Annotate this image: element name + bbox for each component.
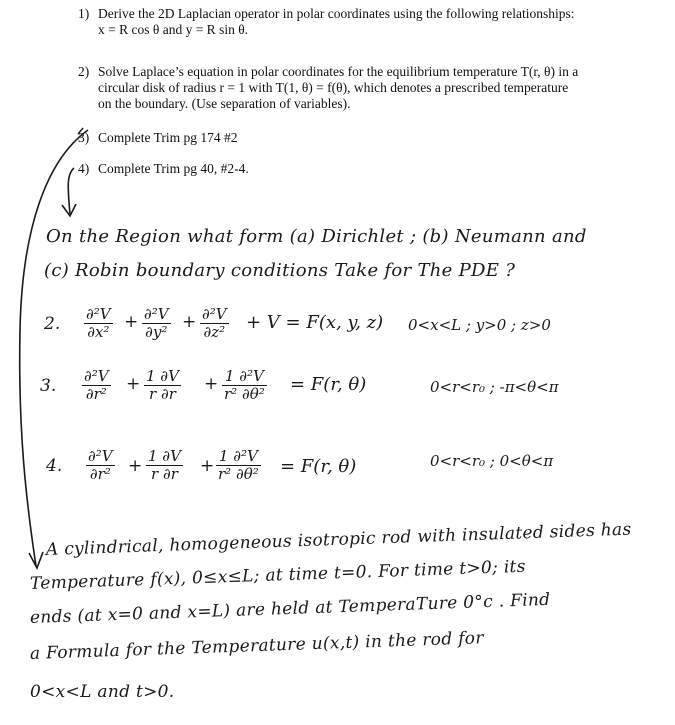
question-line: x = R cos θ and y = R sin θ. — [98, 22, 249, 37]
handwritten-problem-line: a Formula for the Temperature u(x,t) in the rod for — [29, 628, 485, 664]
question-line: circular disk of radius r = 1 with T(1, θ) = f(θ), which denotes a prescribed temperature — [98, 80, 569, 95]
question-number: 4) — [78, 161, 90, 176]
numerator: ∂²V — [144, 305, 169, 323]
fraction — [146, 448, 183, 483]
handwritten-intro-line: On the Region what form (a) Dirichlet ; (b) Neumann and — [46, 226, 587, 247]
plus-sign: + — [128, 456, 143, 476]
bracket-mark — [78, 128, 83, 134]
equation-3 — [0, 368, 675, 412]
question-number: 3) — [78, 130, 90, 145]
equation-domain: 0<x<L ; y>0 ; z>0 — [408, 316, 551, 334]
numerator: ∂²V — [86, 305, 111, 323]
fraction — [200, 306, 229, 341]
numerator: 1 ∂V — [148, 447, 181, 465]
numerator: ∂²V — [202, 305, 227, 323]
fraction — [84, 306, 113, 341]
plus-sign: + — [204, 374, 219, 394]
arrow-to-intro — [68, 168, 74, 214]
equation-number: 4. — [46, 456, 63, 476]
denominator: ∂z² — [203, 323, 226, 341]
plus-sign: + — [126, 374, 141, 394]
numerator: ∂²V — [88, 447, 113, 465]
plus-sign: + — [200, 456, 215, 476]
equation-rhs: = F(r, θ) — [280, 456, 357, 477]
question-line: Complete Trim pg 174 #2 — [98, 130, 238, 145]
denominator: r ∂r — [151, 465, 178, 483]
plus-sign: + — [182, 312, 197, 332]
handwritten-problem-line: ends (at x=0 and x=L) are held at TemperaTure 0°c . Find — [29, 589, 551, 628]
denominator: ∂y² — [145, 323, 168, 341]
handwritten-problem-line: 0<x<L and t>0. — [30, 682, 175, 702]
fraction — [144, 368, 181, 403]
handwritten-problem-line: A cylindrical, homogeneous isotropic rod with insulated sides has — [45, 519, 632, 560]
question-number: 2) — [78, 64, 90, 79]
handwritten-problem-line: Temperature f(x), 0≤x≤L; at time t=0. For time t>0; its — [29, 556, 527, 594]
equation-4 — [0, 448, 675, 492]
fraction — [86, 448, 115, 483]
denominator: ∂r² — [89, 465, 111, 483]
numerator: ∂²V — [84, 367, 109, 385]
fraction — [82, 368, 111, 403]
equation-2 — [0, 306, 675, 350]
denominator: r ∂r — [149, 385, 176, 403]
question-number: 1) — [78, 6, 90, 21]
equation-number: 3. — [40, 376, 57, 396]
equation-rhs: + V = F(x, y, z) — [246, 312, 384, 333]
numerator: 1 ∂²V — [224, 367, 264, 385]
equation-number: 2. — [44, 314, 61, 334]
denominator: ∂x² — [87, 323, 110, 341]
handwritten-intro-line: (c) Robin boundary conditions Take for The PDE ? — [44, 260, 516, 281]
equation-domain: 0<r<r₀ ; -π<θ<π — [430, 378, 559, 396]
denominator: r² ∂θ² — [224, 385, 265, 403]
plus-sign: + — [124, 312, 139, 332]
question-line: on the boundary. (Use separation of variables). — [98, 96, 351, 111]
fraction — [216, 448, 261, 483]
numerator: 1 ∂V — [146, 367, 179, 385]
fraction — [222, 368, 267, 403]
question-line: Complete Trim pg 40, #2-4. — [98, 161, 249, 176]
denominator: ∂r² — [85, 385, 107, 403]
equation-rhs: = F(r, θ) — [290, 374, 367, 395]
question-line: Solve Laplace’s equation in polar coordinates for the equilibrium temperature T(r, θ) in a — [98, 64, 579, 79]
denominator: r² ∂θ² — [218, 465, 259, 483]
numerator: 1 ∂²V — [218, 447, 258, 465]
fraction — [142, 306, 171, 341]
equation-domain: 0<r<r₀ ; 0<θ<π — [430, 452, 554, 470]
question-line: Derive the 2D Laplacian operator in polar coordinates using the following relationships: — [98, 6, 575, 21]
arrowhead — [29, 552, 43, 568]
